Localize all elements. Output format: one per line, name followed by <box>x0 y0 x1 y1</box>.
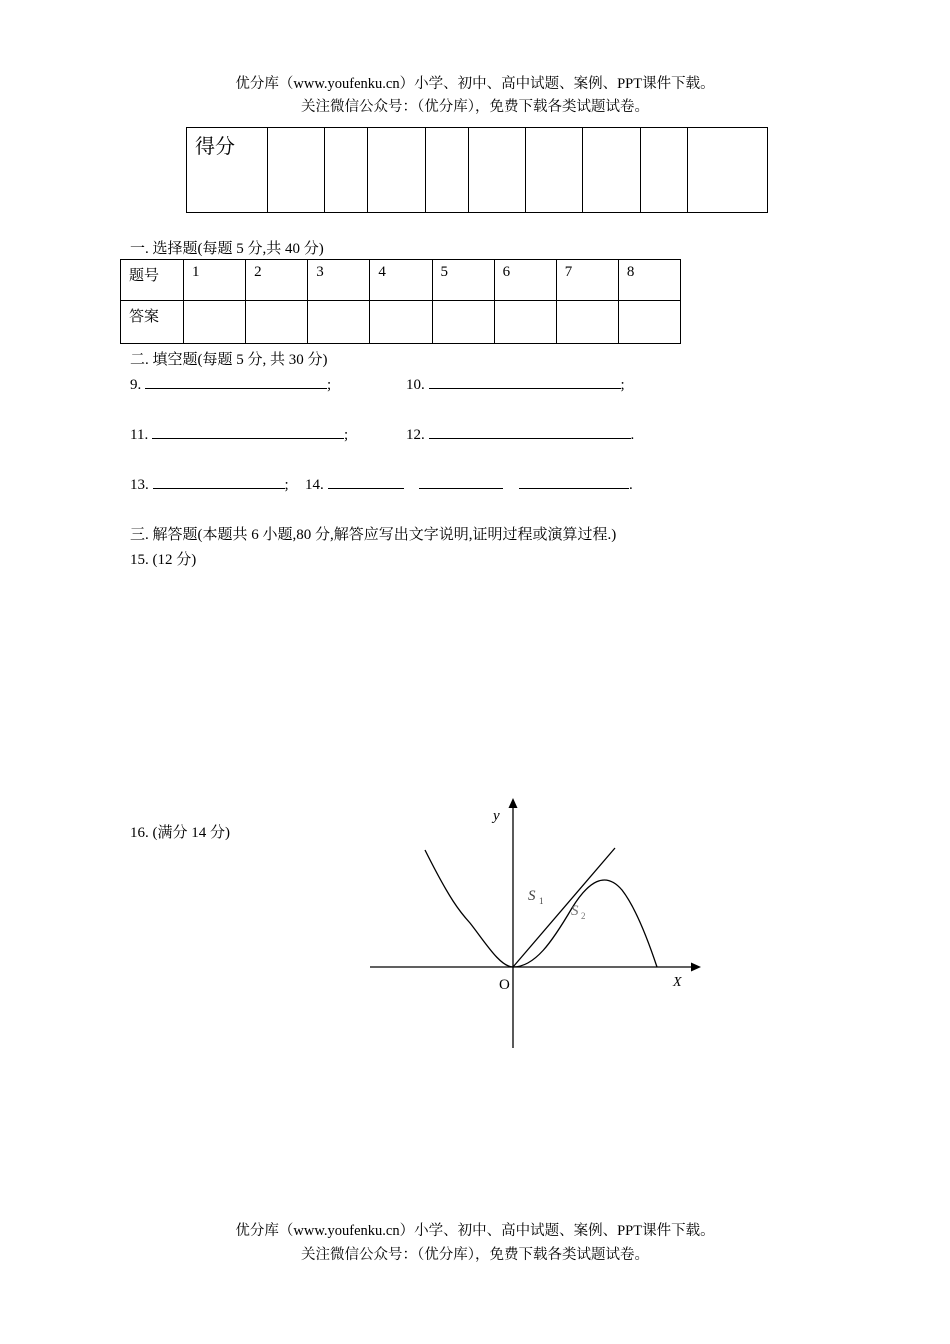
q14-blank-c[interactable] <box>519 474 629 489</box>
answer-cell[interactable] <box>494 301 556 344</box>
score-cell[interactable] <box>688 128 768 213</box>
score-cell[interactable] <box>468 128 526 213</box>
header-line-2: 关注微信公众号：（优分库），免费下载各类试题试卷。 <box>301 99 649 115</box>
footer-line-2: 关注微信公众号：（优分库），免费下载各类试题试卷。 <box>301 1247 649 1263</box>
curve <box>425 850 657 967</box>
score-cell[interactable] <box>582 128 640 213</box>
section1-title: 一. 选择题(每题 5 分,共 40 分) <box>130 241 324 257</box>
question-number: 4 <box>370 260 432 301</box>
score-table <box>186 127 768 213</box>
y-label: y <box>493 808 500 824</box>
row-label-answer: 答案 <box>121 301 184 344</box>
q14-blank-b[interactable] <box>419 474 503 489</box>
q13-end: ; <box>284 477 289 493</box>
fill-blank-10 <box>406 374 625 394</box>
answer-cell[interactable] <box>308 301 370 344</box>
q14-blank-a[interactable] <box>328 474 404 489</box>
question-number: 8 <box>618 260 680 301</box>
q12-end: . <box>630 427 635 443</box>
line <box>513 848 615 967</box>
q12-blank[interactable] <box>429 424 631 439</box>
q9-label: 9. <box>130 377 142 393</box>
x-label: X <box>673 975 682 990</box>
footer-line-1: 优分库（www.youfenku.cn）小学、初中、高中试题、案例、PPT课件下载。 <box>235 1223 715 1239</box>
question-number: 6 <box>494 260 556 301</box>
fill-blank-12 <box>406 424 634 444</box>
function-graph <box>360 790 720 1060</box>
y-axis-arrow <box>509 798 518 808</box>
answer-cell[interactable] <box>184 301 246 344</box>
q10-end: ; <box>620 377 625 393</box>
s2-subscript: 2 <box>581 911 586 921</box>
score-cell[interactable] <box>368 128 426 213</box>
q14-label: 14. <box>305 477 324 493</box>
x-axis-arrow <box>691 963 701 972</box>
answer-cell[interactable] <box>556 301 618 344</box>
question-number: 2 <box>246 260 308 301</box>
origin-label: O <box>499 977 510 993</box>
question-16: 16. (满分 14 分) <box>130 825 230 841</box>
header-line-1: 优分库（www.youfenku.cn）小学、初中、高中试题、案例、PPT课件下载。 <box>235 76 715 92</box>
q10-label: 10. <box>406 377 425 393</box>
q12-label: 12. <box>406 427 425 443</box>
question-15: 15. (12 分) <box>130 552 197 568</box>
section2-title: 二. 填空题(每题 5 分, 共 30 分) <box>130 352 328 368</box>
q11-end: ; <box>343 427 349 443</box>
fill-blank-14 <box>305 474 633 494</box>
answer-cell[interactable] <box>432 301 494 344</box>
question-number: 1 <box>184 260 246 301</box>
s1-label: S <box>528 888 536 904</box>
score-cell[interactable] <box>526 128 583 213</box>
q13-blank[interactable] <box>153 474 285 489</box>
fill-blank-11 <box>130 424 348 444</box>
fill-blank-9 <box>130 374 331 394</box>
score-cell[interactable] <box>640 128 688 213</box>
q9-blank[interactable] <box>145 374 327 389</box>
score-cell[interactable] <box>425 128 468 213</box>
score-cell[interactable] <box>267 128 325 213</box>
question-number: 7 <box>556 260 618 301</box>
answer-cell[interactable] <box>246 301 308 344</box>
fill-blank-13 <box>130 474 289 494</box>
answer-cell[interactable] <box>618 301 680 344</box>
q11-label: 11. <box>130 427 149 443</box>
q13-label: 13. <box>130 477 149 493</box>
score-label: 得分 <box>187 128 268 213</box>
answer-cell[interactable] <box>370 301 432 344</box>
q9-end: ; <box>327 377 332 393</box>
row-label-number: 题号 <box>121 260 184 301</box>
question-number: 3 <box>308 260 370 301</box>
section3-title: 三. 解答题(本题共 6 小题,80 分,解答应写出文字说明,证明过程或演算过程.) <box>130 527 617 543</box>
s2-label: S <box>571 903 579 919</box>
question-number: 5 <box>432 260 494 301</box>
q14-end: . <box>629 477 633 493</box>
score-cell[interactable] <box>325 128 368 213</box>
answer-table <box>120 259 681 344</box>
q11-blank[interactable] <box>152 424 344 439</box>
q10-blank[interactable] <box>429 374 621 389</box>
s1-subscript: 1 <box>539 896 544 906</box>
